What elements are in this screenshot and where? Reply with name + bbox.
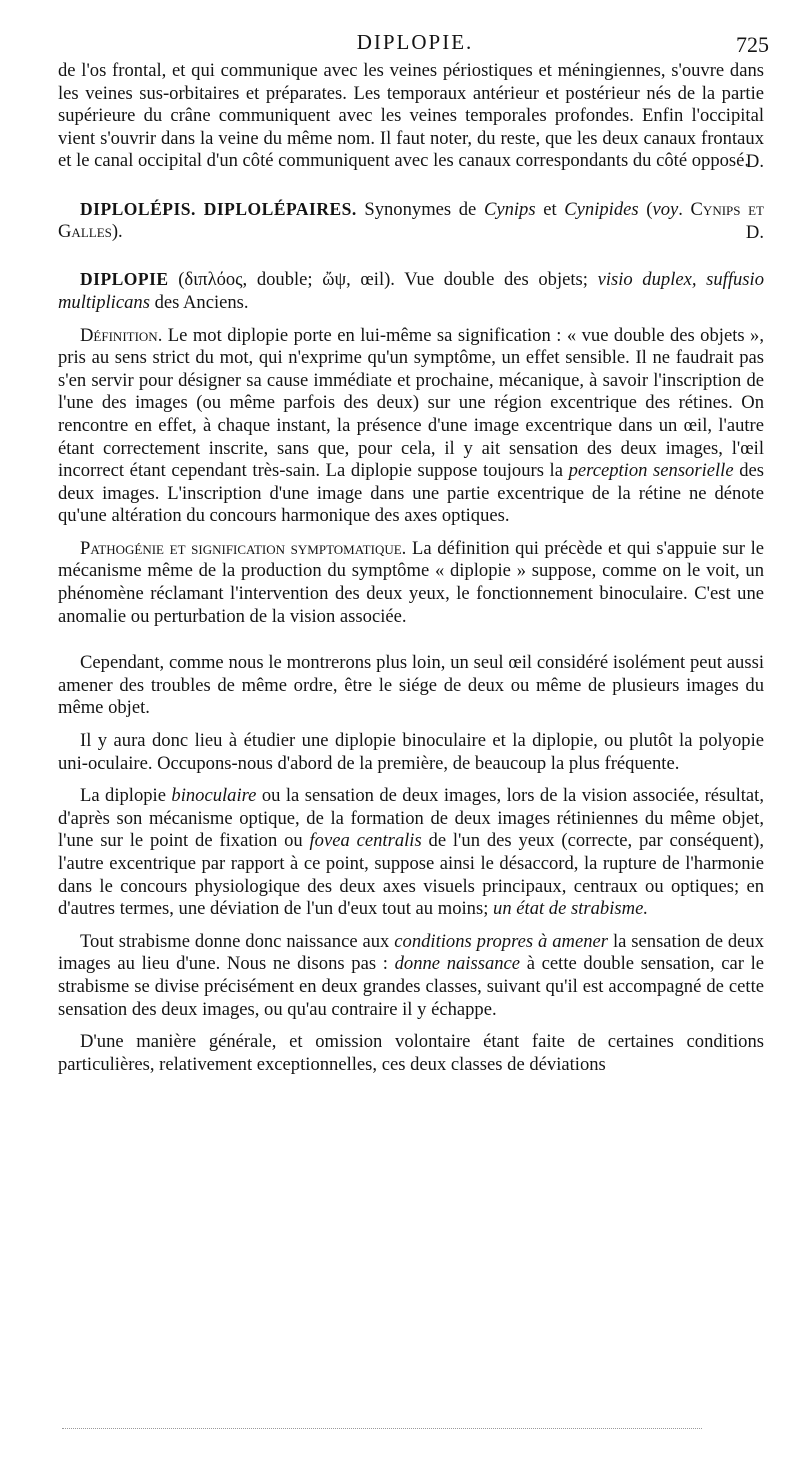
bleed-through-dots [62, 1428, 702, 1431]
paragraph-text: de l'un des yeux (correcte, par conséquent), l'autre excentrique par rapport à ce point, suppose ainsi le désaccord, la rupture de l'harmonie dans le concours physiologique des deux axes visuels principaux, centraux ou optiques; en d'autres termes, une déviation de l'un d'eux tout au moins; [58, 830, 765, 920]
page-header [0, 26, 800, 60]
paragraph-text: La définition qui précède et qui s'appuie sur le mécanisme même de la production du symptôme « diplopie » suppose, comme on le voit, un phénomène réclamant l'intervention des deux yeux, le fonctionnement binoculaire. C'est une anomalie ou perturbation de la vision associée. [58, 537, 764, 627]
entry-term: Cynipides [564, 198, 639, 220]
paragraph-text: Le mot diplopie porte en lui-même sa signification : « vue double des objets », pris au sens strict du mot, qui n'exprime qu'un symptôme, un effet sensible. Il ne faudrait pas s'en servir pour désigner sa cause immédiate et prochaine, mécanique, à savoir l'inscription de l'une des images (ou même parfois des deux) sur une région excentrique des rétines. On rencontre en effet, à chaque instant, la présence d'une image excentrique dans un œil, l'autre étant correctement inscrite, sans que, pour cela, il y ait sensation des deux images, l'œil incorrect étant cependant très-sain. La diplopie suppose toujours la [58, 324, 764, 482]
paragraph-text: des deux images. L'inscription d'une image dans une partie excentrique de la rétine ne dénote qu'une altération du concours harmonique des axes optiques. [58, 460, 764, 527]
paragraph-strabisme [58, 931, 764, 1021]
emphasis: un état de strabisme. [493, 898, 648, 920]
latin-term: visio duplex, suffusio multiplicans [58, 269, 764, 313]
entry-text: et [535, 198, 565, 220]
definition-paragraph [58, 325, 764, 528]
paragraph-binoculaire [58, 785, 764, 921]
entry-diplopie [58, 268, 764, 314]
running-title: DIPLOPIE. [356, 30, 474, 54]
section-heading: Définition. [80, 324, 163, 346]
entry-frontal-continuation [58, 60, 764, 173]
body-text [58, 60, 764, 1076]
paragraph-cependant [58, 652, 764, 720]
entry-headword: DIPLOPIE [80, 269, 169, 290]
emphasis: binoculaire [171, 785, 257, 807]
author-signature: D. [745, 221, 764, 243]
pathogenie-paragraph [58, 538, 764, 628]
paragraph-text: Tout strabisme donne donc naissance aux [80, 930, 395, 952]
paragraph-text: à cette double sensation, car le strabisme se divise précisément en deux grandes classes, suivant qu'il est accompagné de cette sensation des deux images, ou qu'au contraire il y échappe. [58, 953, 764, 1020]
paragraph-text: ou la sensation de deux images, lors de la vision associée, résultat, d'après son mécanisme optique, de la formation de deux images rétiniennes du même objet, l'une sur le point de fixation ou [58, 785, 764, 852]
paragraph-text: Il y aura donc lieu à étudier une diplopie binoculaire et la diplopie, ou plutôt la polyopie uni-oculaire. Occupons-nous d'abord de la première, de beaucoup la plus fréquente. [58, 730, 764, 774]
page-number: 725 [736, 32, 769, 57]
emphasis: perception sensorielle [568, 460, 734, 482]
entry-term: voy [652, 198, 679, 220]
paragraph-lieu [58, 730, 764, 775]
entry-text: (διπλόος, double; ὤψ, œil). Vue double des objets; [168, 269, 598, 291]
paragraph-text: D'une manière générale, et omission volontaire étant faite de certaines conditions particulières, relativement exceptionnelles, ces deux classes de déviations [58, 1031, 764, 1075]
author-signature: D. [745, 150, 764, 172]
entry-text: des Anciens. [149, 291, 249, 313]
frontal-text: de l'os frontal, et qui communique avec les veines périostiques et méningiennes, s'ouvre dans les veines sus-orbitaires et préparates. Les temporaux antérieur et postérieur nés de la partie supérieure du crâne communiquent avec les veines temporales profondes. Enfin l'occipital vient s'ouvrir dans la veine du même nom. Il faut noter, du reste, que les deux canaux frontaux et le canal occipital d'un côté communiquent avec les canaux correspondants du côté opposé. [58, 60, 764, 172]
entry-text: ( [638, 198, 653, 220]
emphasis: fovea centralis [309, 830, 422, 852]
entry-term: Cynips [483, 198, 536, 220]
entry-text: . Cynips et Galles). [58, 198, 765, 243]
paragraph-text: Cependant, comme nous le montrerons plus loin, un seul œil considéré isolément peut aussi amener des troubles de même ordre, être le siége de deux ou même de plusieurs images du même objet. [58, 652, 764, 719]
paragraph-last [58, 1031, 764, 1076]
emphasis: donne naissance [394, 953, 521, 975]
entry-headword: DIPLOLÉPIS. DIPLOLÉPAIRES. [80, 198, 357, 219]
emphasis: conditions propres à amener [394, 930, 609, 952]
entry-text: Synonymes de [356, 198, 484, 220]
paragraph-text: La diplopie [80, 785, 172, 807]
section-heading: Pathogénie et signification symptomatique. [80, 537, 407, 559]
paragraph-text: la sensation de deux images au lieu d'une. Nous ne disons pas : [58, 930, 765, 975]
